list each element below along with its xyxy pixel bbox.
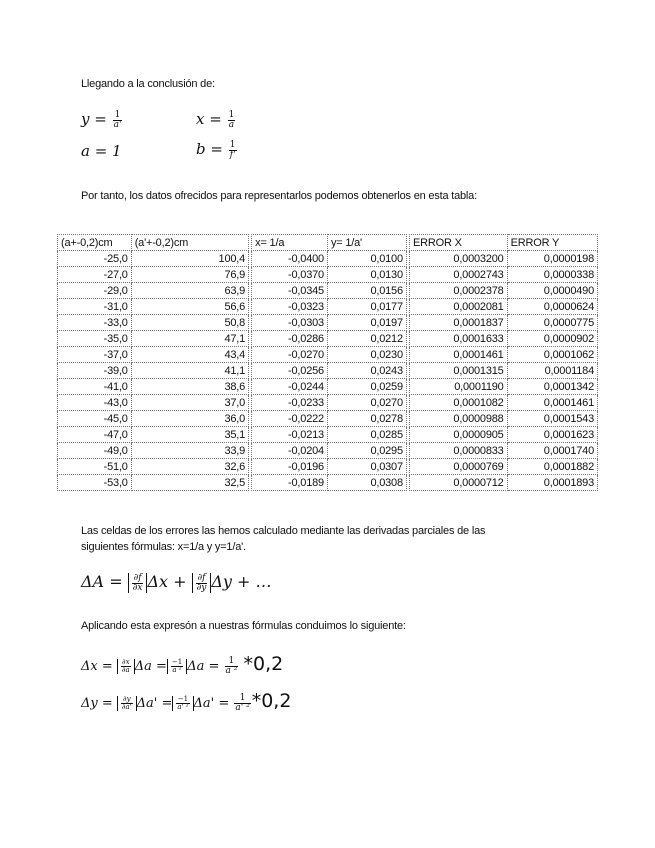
error-propagation-formula: ΔA = $\frac{\partial f}{\partial x}$ Δx + $\frac{\partial f}{\partial y}$ Δy + …	[81, 572, 272, 593]
equation-y: y = $\frac{1}{a'}$	[81, 109, 122, 130]
table-cell: -0,0286	[252, 331, 328, 347]
table-cell: -27,0	[58, 267, 132, 283]
table-cell: 0,0001342	[507, 379, 597, 395]
table-cell: -0,0233	[252, 395, 328, 411]
table-cell: 0,0295	[327, 443, 406, 459]
table-cell: 0,0001315	[410, 363, 508, 379]
table-row	[58, 315, 598, 331]
table-cell: 0,0156	[327, 283, 406, 299]
table-cell: 36,0	[131, 411, 248, 427]
equation-b: b = $\frac{1}{f'}$	[196, 139, 236, 160]
table-cell: 0,0001461	[410, 347, 508, 363]
table-cell: 0,0000902	[507, 331, 597, 347]
table-cell: 37,0	[131, 395, 248, 411]
equation-a: a = 1	[81, 142, 122, 160]
table-cell: 0,0001543	[507, 411, 597, 427]
table-row	[58, 299, 598, 315]
table-cell: 0,0001623	[507, 427, 597, 443]
delta-x-formula: Δx = $\frac{\partial x}{\partial a}$ Δa = $\frac{-1}{\text{a ²}}$ Δa = $\frac{1}{\text{a ²}}$ *0,2	[81, 653, 284, 676]
table-cell: -0,0400	[252, 251, 328, 267]
table-cell: 0,0003200	[410, 251, 508, 267]
table-cell: 0,0001062	[507, 347, 597, 363]
table-cell: 0,0000769	[410, 459, 508, 475]
table-cell: 0,0177	[327, 299, 406, 315]
table-header-row	[58, 235, 598, 251]
table-cell: 43,4	[131, 347, 248, 363]
table-cell: -0,0222	[252, 411, 328, 427]
table-cell: 0,0000712	[410, 475, 508, 491]
table-cell: 56,6	[131, 299, 248, 315]
data-table	[57, 234, 598, 491]
table-cell: 0,0270	[327, 395, 406, 411]
table-cell: -0,0270	[252, 347, 328, 363]
table-cell: 0,0001893	[507, 475, 597, 491]
table-cell: -35,0	[58, 331, 132, 347]
table-row	[58, 411, 598, 427]
table-row	[58, 475, 598, 491]
col-header: y= 1/a'	[327, 235, 406, 251]
table-row	[58, 347, 598, 363]
table-cell: 32,5	[131, 475, 248, 491]
table-cell: -43,0	[58, 395, 132, 411]
table-cell: 0,0000338	[507, 267, 597, 283]
table-cell: 0,0001184	[507, 363, 597, 379]
table-cell: 0,0000833	[410, 443, 508, 459]
table-cell: 0,0000988	[410, 411, 508, 427]
table-cell: 0,0001740	[507, 443, 597, 459]
table-cell: 0,0001461	[507, 395, 597, 411]
table-cell: 50,8	[131, 315, 248, 331]
table-row	[58, 267, 598, 283]
table-cell: 76,9	[131, 267, 248, 283]
col-header: (a'+-0,2)cm	[131, 235, 248, 251]
table-cell: 0,0001082	[410, 395, 508, 411]
table-cell: -0,0256	[252, 363, 328, 379]
col-header: x= 1/a	[252, 235, 328, 251]
table-cell: -0,0196	[252, 459, 328, 475]
table-row	[58, 251, 598, 267]
table-row	[58, 363, 598, 379]
table-row	[58, 459, 598, 475]
errors-text-line1: Las celdas de los errores las hemos calculado mediante las derivadas parciales de las	[81, 525, 486, 537]
intro-text: Llegando a la conclusión de:	[81, 78, 215, 90]
equation-x: x = $\frac{1}{a}$	[196, 109, 235, 130]
table-cell: -39,0	[58, 363, 132, 379]
table-cell: 38,6	[131, 379, 248, 395]
table-cell: 0,0000775	[507, 315, 597, 331]
table-cell: -31,0	[58, 299, 132, 315]
table-cell: -47,0	[58, 427, 132, 443]
col-header: ERROR Y	[507, 235, 597, 251]
table-row	[58, 395, 598, 411]
apply-text: Aplicando esta expresón a nuestras fórmulas conduimos lo siguiente:	[81, 620, 406, 632]
table-intro-text: Por tanto, los datos ofrecidos para representarlos podemos obtenerlos en esta tabla:	[81, 190, 477, 202]
delta-y-formula: Δy = $\frac{\partial y}{\partial a'}$ Δa' = $\frac{-1}{\text{a' ²}}$ Δa' = $\frac{1}{\text{a' ²}}$ *0,2	[81, 690, 292, 713]
table-row	[58, 379, 598, 395]
table-cell: 100,4	[131, 251, 248, 267]
table-cell: -33,0	[58, 315, 132, 331]
table-cell: 0,0002378	[410, 283, 508, 299]
table-cell: 0,0001882	[507, 459, 597, 475]
table-cell: 0,0002743	[410, 267, 508, 283]
table-cell: -51,0	[58, 459, 132, 475]
table-cell: 41,1	[131, 363, 248, 379]
table-cell: 0,0307	[327, 459, 406, 475]
table-cell: -29,0	[58, 283, 132, 299]
table-cell: -25,0	[58, 251, 132, 267]
table-cell: 0,0308	[327, 475, 406, 491]
table-cell: 35,1	[131, 427, 248, 443]
table-cell: -45,0	[58, 411, 132, 427]
col-header: ERROR X	[410, 235, 508, 251]
table-cell: 0,0001633	[410, 331, 508, 347]
table-cell: -0,0345	[252, 283, 328, 299]
table-cell: 0,0000198	[507, 251, 597, 267]
table-cell: 0,0230	[327, 347, 406, 363]
table-cell: -0,0303	[252, 315, 328, 331]
table-cell: -49,0	[58, 443, 132, 459]
table-cell: 0,0000490	[507, 283, 597, 299]
table-cell: -0,0213	[252, 427, 328, 443]
table-cell: 0,0243	[327, 363, 406, 379]
table-row	[58, 443, 598, 459]
table-cell: -0,0323	[252, 299, 328, 315]
table-cell: -37,0	[58, 347, 132, 363]
table-cell: 0,0000905	[410, 427, 508, 443]
table-cell: 0,0001190	[410, 379, 508, 395]
table-cell: 0,0197	[327, 315, 406, 331]
table-cell: -0,0204	[252, 443, 328, 459]
table-cell: -0,0370	[252, 267, 328, 283]
table-cell: 0,0212	[327, 331, 406, 347]
table-cell: 0,0285	[327, 427, 406, 443]
table-cell: 0,0278	[327, 411, 406, 427]
table-row	[58, 283, 598, 299]
table-cell: 63,9	[131, 283, 248, 299]
col-header: (a+-0,2)cm	[58, 235, 132, 251]
table-cell: 0,0130	[327, 267, 406, 283]
table-cell: 0,0001837	[410, 315, 508, 331]
errors-text-line2: siguientes fórmulas: x=1/a y y=1/a'.	[81, 541, 246, 553]
table-cell: 0,0100	[327, 251, 406, 267]
table-row	[58, 331, 598, 347]
table-cell: 32,6	[131, 459, 248, 475]
table-cell: 0,0002081	[410, 299, 508, 315]
table-cell: -0,0189	[252, 475, 328, 491]
table-cell: 47,1	[131, 331, 248, 347]
table-cell: -53,0	[58, 475, 132, 491]
table-row	[58, 427, 598, 443]
table-cell: 33,9	[131, 443, 248, 459]
table-cell: -41,0	[58, 379, 132, 395]
table-cell: -0,0244	[252, 379, 328, 395]
table-cell: 0,0000624	[507, 299, 597, 315]
table-cell: 0,0259	[327, 379, 406, 395]
